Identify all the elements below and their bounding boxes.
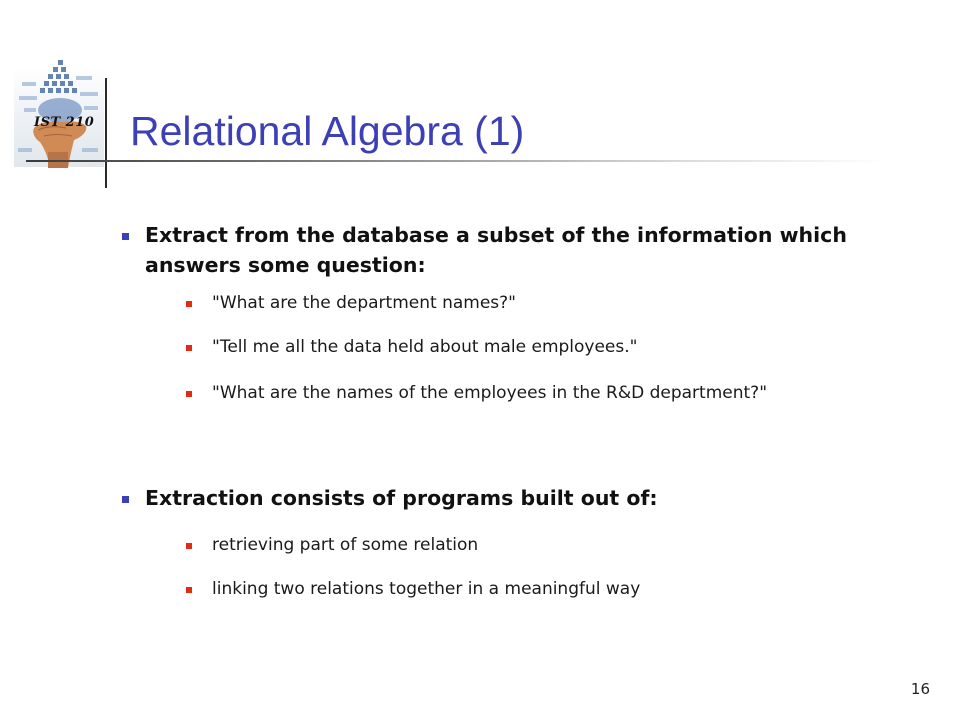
sub-bullet-text: "What are the department names?" <box>212 293 516 313</box>
bullet-text: Extraction consists of programs built out of: <box>145 486 658 510</box>
sub-bullet-text: "What are the names of the employees in the R&D department?" <box>212 383 768 403</box>
bullet-square-icon <box>122 496 129 503</box>
sub-bullet-item <box>186 576 916 602</box>
sub-bullet-item <box>186 532 916 558</box>
sub-bullet-item <box>186 290 916 316</box>
sub-bullet-square-icon <box>186 543 192 549</box>
ist210-logo-image <box>14 52 104 172</box>
bullet-item-extraction <box>122 483 892 513</box>
bullet-square-icon <box>122 233 129 240</box>
bullet-item-extract <box>122 220 892 280</box>
header-vertical-rule <box>105 78 107 188</box>
sub-bullet-square-icon <box>186 587 192 593</box>
slide-title: Relational Algebra (1) <box>130 108 525 154</box>
sub-bullet-item <box>186 380 916 406</box>
sub-bullet-text: linking two relations together in a meaningful way <box>212 579 641 599</box>
logo-label: IST 210 <box>34 115 95 130</box>
sub-bullet-text: retrieving part of some relation <box>212 535 479 555</box>
sub-bullet-square-icon <box>186 345 192 351</box>
bullet-text: Extract from the database a subset of the information which answers some question: <box>145 223 847 277</box>
sub-bullet-text: "Tell me all the data held about male employees." <box>212 337 638 357</box>
header-horizontal-rule <box>26 160 886 162</box>
page-number: 16 <box>910 680 930 698</box>
sub-bullet-square-icon <box>186 301 192 307</box>
sub-bullet-item <box>186 334 916 360</box>
sub-bullet-square-icon <box>186 391 192 397</box>
